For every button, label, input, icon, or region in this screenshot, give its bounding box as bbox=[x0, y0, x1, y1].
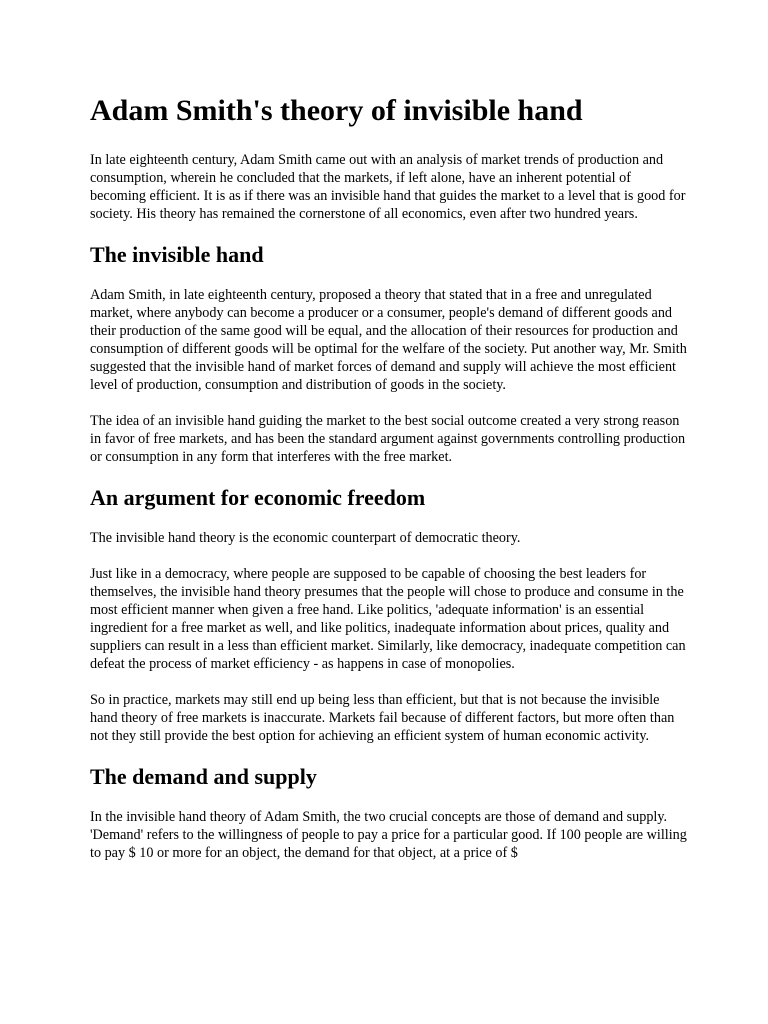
paragraph: So in practice, markets may still end up being less than efficient, but that is not because the invisible hand theory of free markets is inaccurate. Markets fail because of different factors, but more often than not they still provide the best option for achieving an efficient system of human economic activity. bbox=[90, 692, 675, 744]
paragraph: The idea of an invisible hand guiding the market to the best social outcome created a very strong reason in favor of free markets, and has been the standard argument against governments controlling production or consumption in any form that interferes with the free market. bbox=[90, 413, 686, 465]
section-heading: The demand and supply bbox=[90, 764, 317, 789]
intro-paragraph: In late eighteenth century, Adam Smith came out with an analysis of market trends of production and consumption, wherein he concluded that the markets, if left alone, have an inherent potential of becoming efficient. It is as if there was an invisible hand that guides the market to a level that is good for society. His theory has remained the cornerstone of all economics, even after two hundred years. bbox=[90, 152, 686, 222]
paragraph: The invisible hand theory is the economic counterpart of democratic theory. bbox=[90, 530, 521, 546]
section-heading: An argument for economic freedom bbox=[90, 485, 426, 510]
section-invisible-hand bbox=[90, 241, 690, 466]
section-demand-supply bbox=[90, 763, 690, 862]
paragraph: In the invisible hand theory of Adam Smith, the two crucial concepts are those of demand and supply. 'Demand' refers to the willingness of people to pay a price for a particular good. If 100 people are willing to pay $ 10 or more for an object, the demand for that object, at a price of $ bbox=[90, 809, 687, 861]
paragraph: Adam Smith, in late eighteenth century, proposed a theory that stated that in a free and unregulated market, where anybody can become a producer or a consumer, people's demand of different goods and their production of the same good will be equal, and the allocation of their resources for production and consumption of different goods will be optimal for the welfare of the society. Put another way, Mr. Smith suggested that the invisible hand of market forces of demand and supply will achieve the most efficient level of production, consumption and distribution of goods in the society. bbox=[90, 287, 687, 393]
section-economic-freedom bbox=[90, 484, 690, 745]
page-title: Adam Smith's theory of invisible hand bbox=[90, 94, 583, 127]
paragraph: Just like in a democracy, where people are supposed to be capable of choosing the best leaders for themselves, the invisible hand theory presumes that the people will chose to produce and consume in the most efficient manner when given a free hand. Like politics, 'adequate information' is an essential ingredient for a free market as well, and like politics, inadequate information about prices, quality and suppliers can result in a less than efficient market. Similarly, like democracy, inadequate competition can defeat the process of market efficiency - as happens in case of monopolies. bbox=[90, 566, 686, 672]
section-heading: The invisible hand bbox=[90, 242, 264, 267]
document-body bbox=[90, 92, 690, 862]
